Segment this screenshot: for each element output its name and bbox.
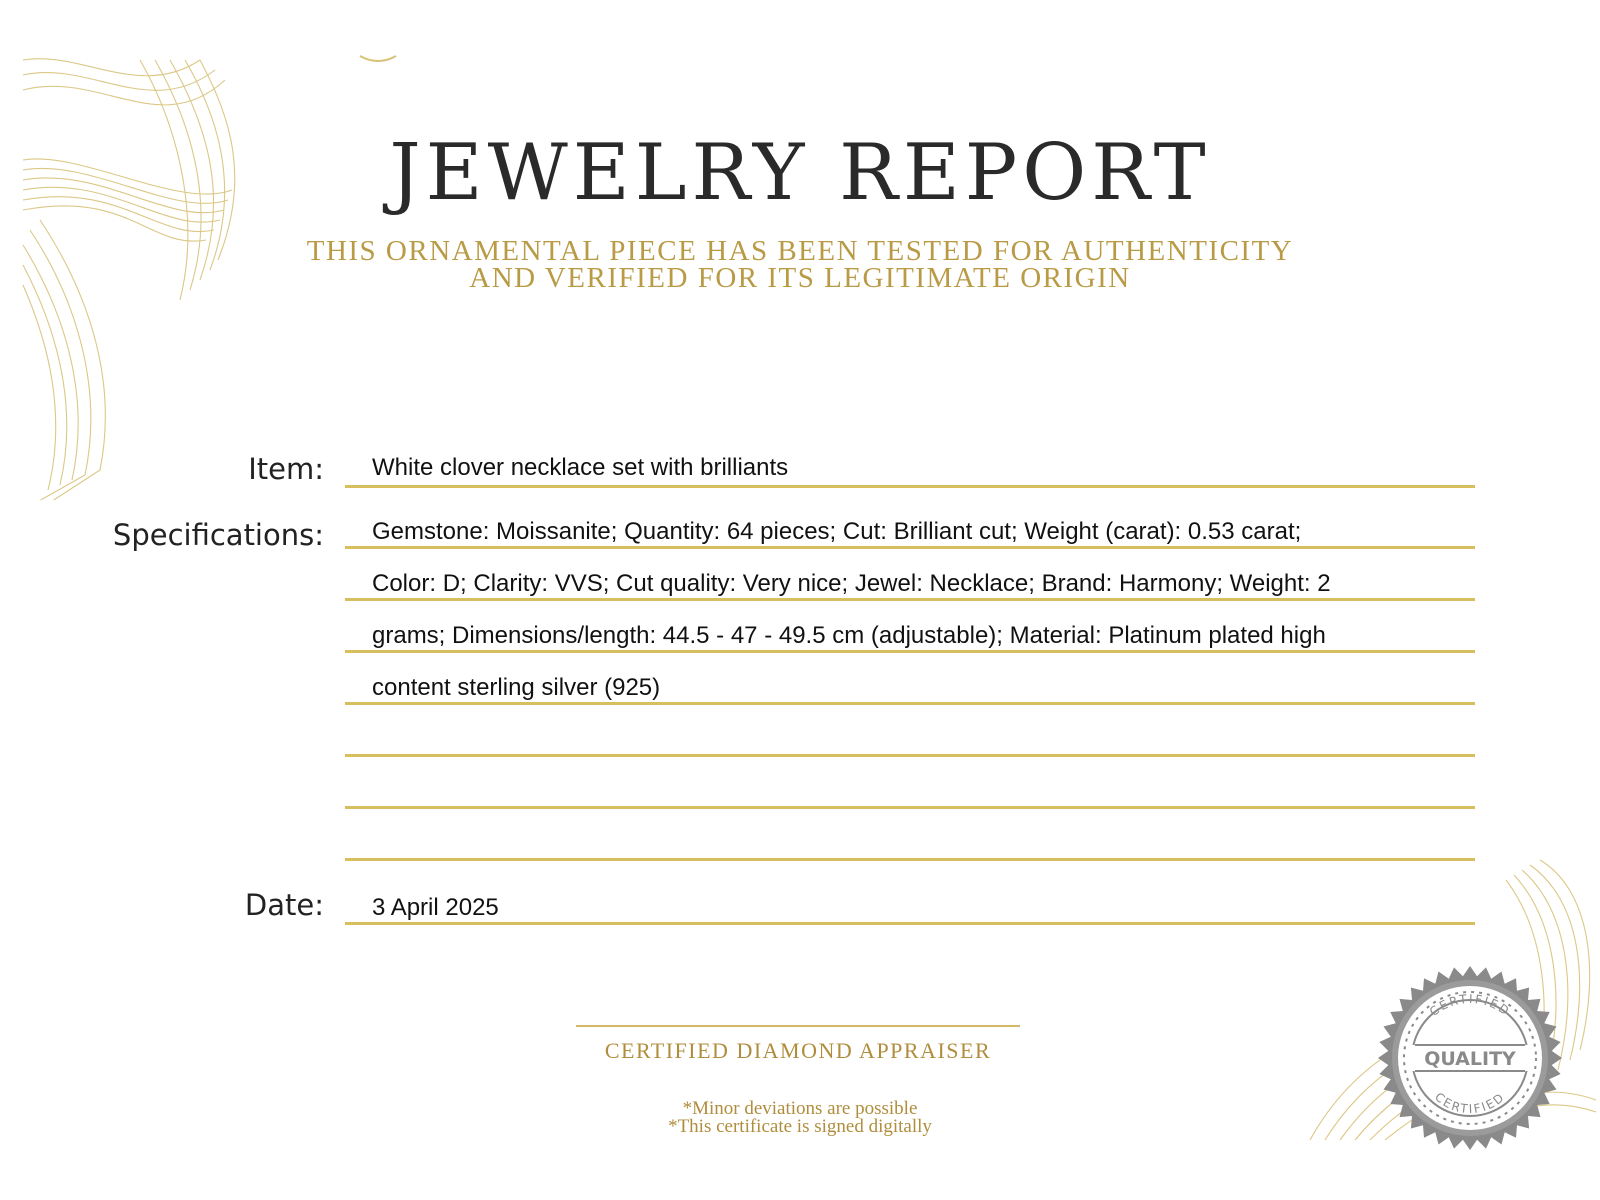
- seal-bottom-text: CERTIFIED: [1432, 1089, 1508, 1117]
- date-rule: [345, 922, 1475, 925]
- spec-rule: [345, 546, 1475, 549]
- report-title: JEWELRY REPORT: [389, 128, 1211, 218]
- spec-line: content sterling silver (925): [372, 674, 661, 701]
- signature-label: CERTIFIED DIAMOND APPRAISER: [604, 1038, 992, 1063]
- date-label: Date:: [244, 888, 324, 922]
- spec-rule: [345, 598, 1475, 601]
- report-subtitle: [0, 235, 1600, 294]
- spec-rule: [345, 858, 1475, 861]
- subtitle-line-1: THIS ORNAMENTAL PIECE HAS BEEN TESTED FOR AUTHENTICITY: [306, 235, 1294, 267]
- item-label: Item:: [248, 452, 324, 486]
- date-value: 3 April 2025: [372, 894, 499, 921]
- specifications-label: Specifications:: [112, 518, 324, 552]
- spec-rule: [345, 650, 1475, 653]
- spec-rule: [345, 702, 1475, 705]
- quality-seal-icon: [1375, 963, 1565, 1153]
- seal-center-text: QUALITY: [1424, 1048, 1516, 1070]
- seal-top-text: CERTIFIED: [1426, 991, 1514, 1020]
- footnote-deviations: *Minor deviations are possible: [682, 1098, 918, 1119]
- item-value: White clover necklace set with brilliants: [372, 454, 789, 481]
- footnote-digital-signature: *This certificate is signed digitally: [668, 1116, 932, 1137]
- item-rule: [345, 485, 1475, 488]
- signature-rule: [576, 1025, 1020, 1027]
- spec-rule: [345, 754, 1475, 757]
- spec-line: Gemstone: Moissanite; Quantity: 64 pieces; Cut: Brilliant cut; Weight (carat): 0.53 carat;: [372, 518, 1302, 545]
- subtitle-line-2: AND VERIFIED FOR ITS LEGITIMATE ORIGIN: [469, 262, 1131, 294]
- spec-rule: [345, 806, 1475, 809]
- footnotes: [0, 1100, 1600, 1136]
- spec-line: Color: D; Clarity: VVS; Cut quality: Very nice; Jewel: Necklace; Brand: Harmony; Weight: 2: [372, 570, 1331, 597]
- decorative-arc-top: [358, 52, 398, 66]
- spec-line: grams; Dimensions/length: 44.5 - 47 - 49.5 cm (adjustable); Material: Platinum plated high: [372, 622, 1326, 649]
